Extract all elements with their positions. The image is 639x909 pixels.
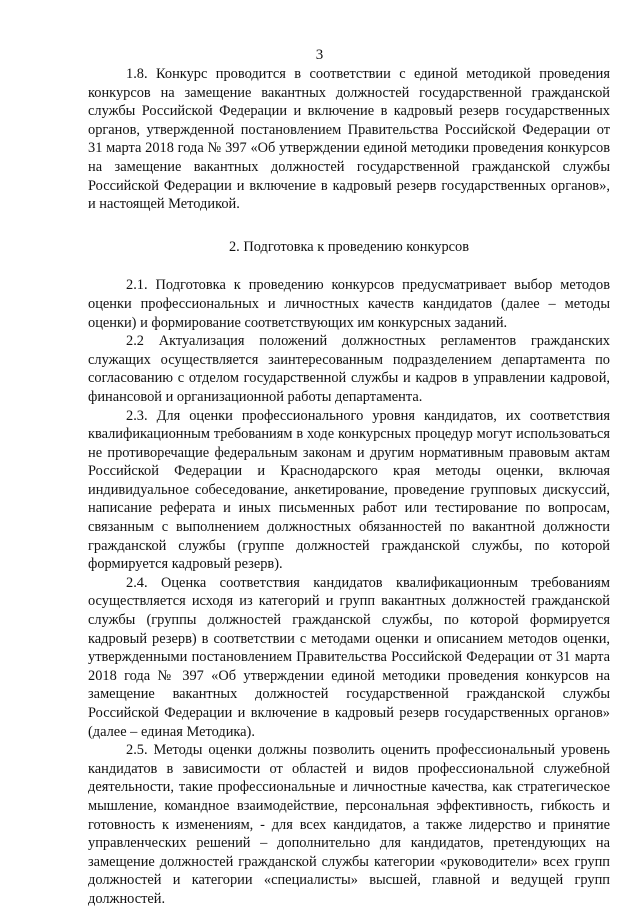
paragraph-2-1: 2.1. Подготовка к проведению конкурсов предусматривает выбор методов оценки профессиональных и личностных качеств кандидатов (далее – методы оценки) и формирование соответствующих им конкурсных заданий. [88, 277, 610, 331]
page-number: 3 [315, 47, 324, 63]
paragraph-2-4: 2.4. Оценка соответствия кандидатов квалификационным требованиям осуществляется исходя из категорий и групп вакантных должностей гражданской службы (группы должностей гражданской службы, по которой формируется кадровый резерв) в соответствии с методами оценки и описанием методов оценки, утвержденными постановлением Правительства Российской Федерации от 31 марта 2018 года № 397 «Об утверждении единой методики проведения конкурсов на замещение вакантных должностей государственной гражданской службы Российской Федерации и включение в кадровый резерв государственных органов» (далее – единая Методика). [88, 574, 610, 740]
paragraph-2-3: 2.3. Для оценки профессионального уровня кандидатов, их соответствия квалификационным требованиям в ходе конкурсных процедур могут использоваться не противоречащие федеральным законам и другим нормативным правовым актам Российской Федерации и Краснодарского края методы оценки, включая индивидуальное собеседование, анкетирование, проведение групповых дискуссий, написание реферата и иных письменных работ или тестирование по вопросам, связанным с выполнением должностных обязанностей по вакантной должности гражданской службы (группе должностей гражданской службы, по которой формируется кадровый резерв). [88, 407, 610, 573]
section-heading-2: 2. Подготовка к проведению конкурсов [228, 238, 470, 255]
paragraph-2-2: 2.2 Актуализация положений должностных регламентов гражданских служащих осуществляется заинтересованным подразделением департамента по согласованию с отделом государственной службы и кадров в управлении кадровой, финансовой и организационной работы департамента. [88, 333, 610, 405]
document-body [88, 65, 610, 909]
paragraph-1-8: 1.8. Конкурс проводится в соответствии с единой методикой проведения конкурсов на замещение вакантных должностей государственной гражданской службы Российской Федерации и включение в кадровый резерв государственных органов, утвержденной постановлением Правительства Российской Федерации от 31 марта 2018 года № 397 «Об утверждении единой методики проведения конкурсов на замещение вакантных должностей государственной гражданской службы Российской Федерации и включение в кадровый резерв государственных органов», и настоящей Методикой. [88, 66, 610, 213]
paragraph-2-5: 2.5. Методы оценки должны позволить оценить профессиональный уровень кандидатов в зависимости от областей и видов профессиональной служебной деятельности, такие профессиональные и личностные качества, как стратегическое мышление, командное взаимодействие, персональная эффективность, гибкость и готовность к изменениям, - для всех кандидатов, а также лидерство и принятие управленческих решений – дополнительно для кандидатов, претендующих на замещение должностей гражданской службы категории «руководители» всех групп должностей и категории «специалисты» высшей, главной и ведущей групп должностей. [88, 742, 610, 907]
